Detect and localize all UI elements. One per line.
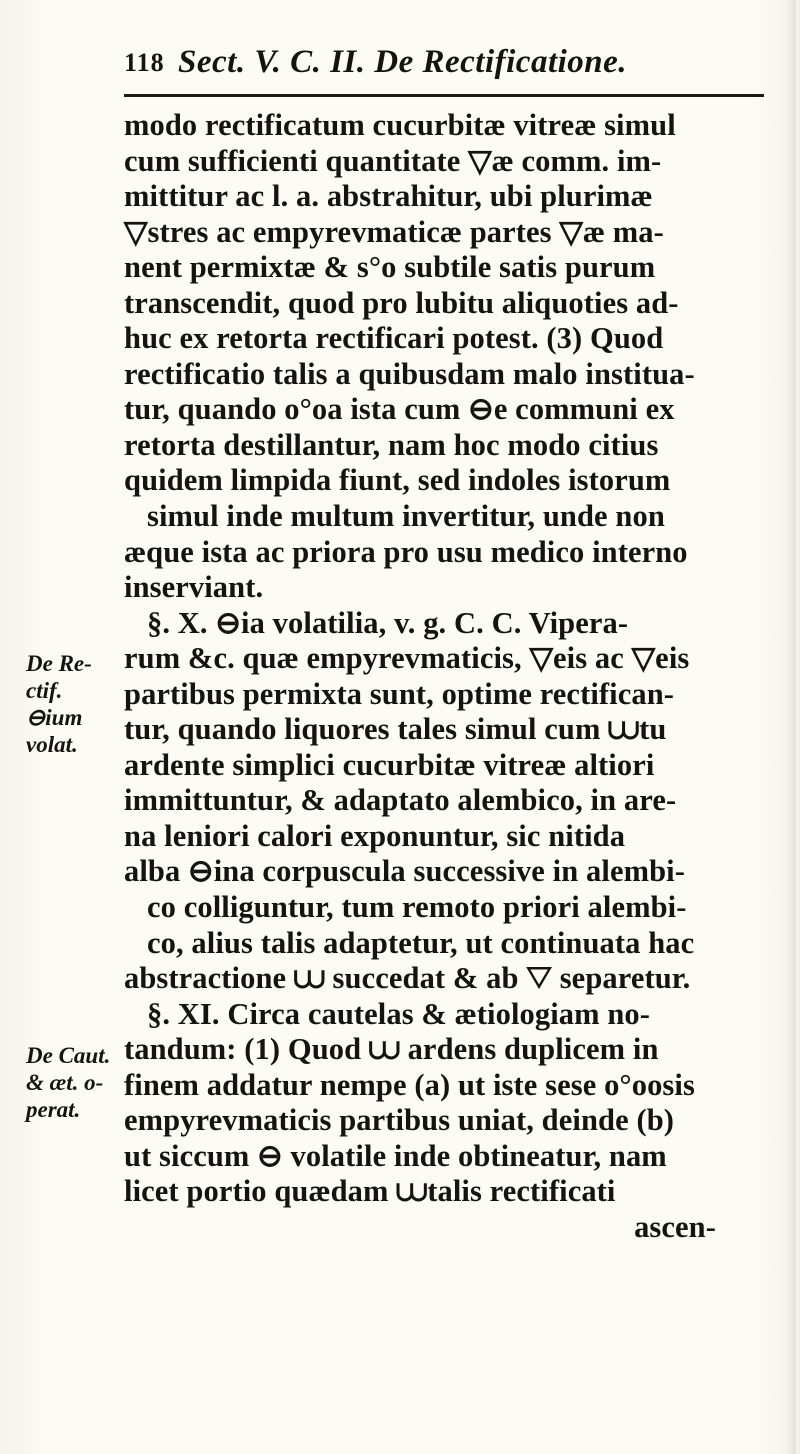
- text-line: modo rectificatum cucurbitæ vitreæ simul: [124, 108, 676, 142]
- margin-note-line: volat.: [26, 732, 78, 757]
- text-line: abstractione ⩊ succedat & ab ▽ separetur.: [124, 961, 691, 996]
- text-line: inserviant.: [124, 570, 264, 605]
- text-line: partibus permixta sunt, optime rectifican-: [124, 676, 675, 711]
- text-line: rectificatio talis a quibusdam malo institua-: [124, 356, 695, 391]
- running-head: Sect. V. C. II. De Rectificatione.: [178, 44, 628, 80]
- text-line: alba ⊖ina corpuscula successive in alembi-: [124, 854, 685, 889]
- page-edge-shadow: [786, 0, 796, 1454]
- text-line: tur, quando liquores tales simul cum ⩊tu: [124, 712, 667, 747]
- text-line: tandum: (1) Quod ⩊ ardens duplicem in: [124, 1032, 659, 1067]
- margin-note-line: & æt. o-: [26, 1070, 104, 1095]
- text-line: empyrevmaticis partibus uniat, deinde (b): [124, 1103, 675, 1138]
- text-line: æque ista ac priora pro usu medico interno: [124, 534, 688, 569]
- page-header: [124, 40, 764, 90]
- text-line: simul inde multum invertitur, unde non: [147, 499, 665, 534]
- text-line: nent permixtæ & s°o subtile satis purum: [124, 250, 656, 285]
- text-line: licet portio quædam ⩊talis rectificati: [124, 1174, 616, 1209]
- text-line: ▽stres ac empyrevmaticæ partes ▽æ ma-: [124, 214, 664, 249]
- text-line: retorta destillantur, nam hoc modo citius: [124, 427, 659, 462]
- text-line: cum sufficienti quantitate ▽æ comm. im-: [124, 143, 662, 178]
- section-heading-line: §. XI. Circa cautelas & ætiologiam no-: [147, 996, 651, 1031]
- text-line: huc ex retorta rectificari potest. (3) Quod: [124, 321, 664, 356]
- text-line: transcendit, quod pro lubitu aliquoties ad-: [124, 285, 679, 320]
- section-heading-line: §. X. ⊖ia volatilia, v. g. C. C. Vipera-: [147, 605, 629, 640]
- margin-note-cautions: [26, 1042, 122, 1123]
- text-line: co colliguntur, tum remoto priori alembi-: [147, 890, 687, 925]
- text-line: tur, quando o°oa ista cum ⊖e communi ex: [124, 392, 675, 427]
- page-number: 118: [124, 48, 165, 77]
- margin-note-line: De Caut.: [26, 1043, 111, 1068]
- text-line: co, alius talis adaptetur, ut continuata hac: [147, 925, 695, 960]
- margin-note-line: De Re-: [26, 651, 92, 676]
- text-line: ardente simplici cucurbitæ vitreæ altiori: [124, 747, 655, 782]
- text-line: rum &c. quæ empyrevmaticis, ▽eis ac ▽eis: [124, 641, 690, 676]
- margin-note-line: perat.: [26, 1097, 81, 1122]
- catchword: ascen-: [634, 1209, 716, 1244]
- margin-note-line: ⊖ium: [26, 705, 83, 730]
- text-line: immittuntur, & adaptato alembico, in are-: [124, 783, 677, 818]
- text-line: ut siccum ⊖ volatile inde obtineatur, nam: [124, 1138, 667, 1173]
- margin-note-line: ctif.: [26, 678, 63, 703]
- text-line: mittitur ac l. a. abstrahitur, ubi plurimæ: [124, 179, 653, 214]
- header-rule: [124, 94, 764, 97]
- text-line: quidem limpida fiunt, sed indoles istorum: [124, 463, 671, 498]
- text-line: finem addatur nempe (a) ut iste sese o°oosis: [124, 1067, 695, 1102]
- body-text: [124, 108, 784, 1246]
- text-line: na leniori calori exponuntur, sic nitida: [124, 818, 626, 853]
- margin-note-rectification: [26, 650, 122, 758]
